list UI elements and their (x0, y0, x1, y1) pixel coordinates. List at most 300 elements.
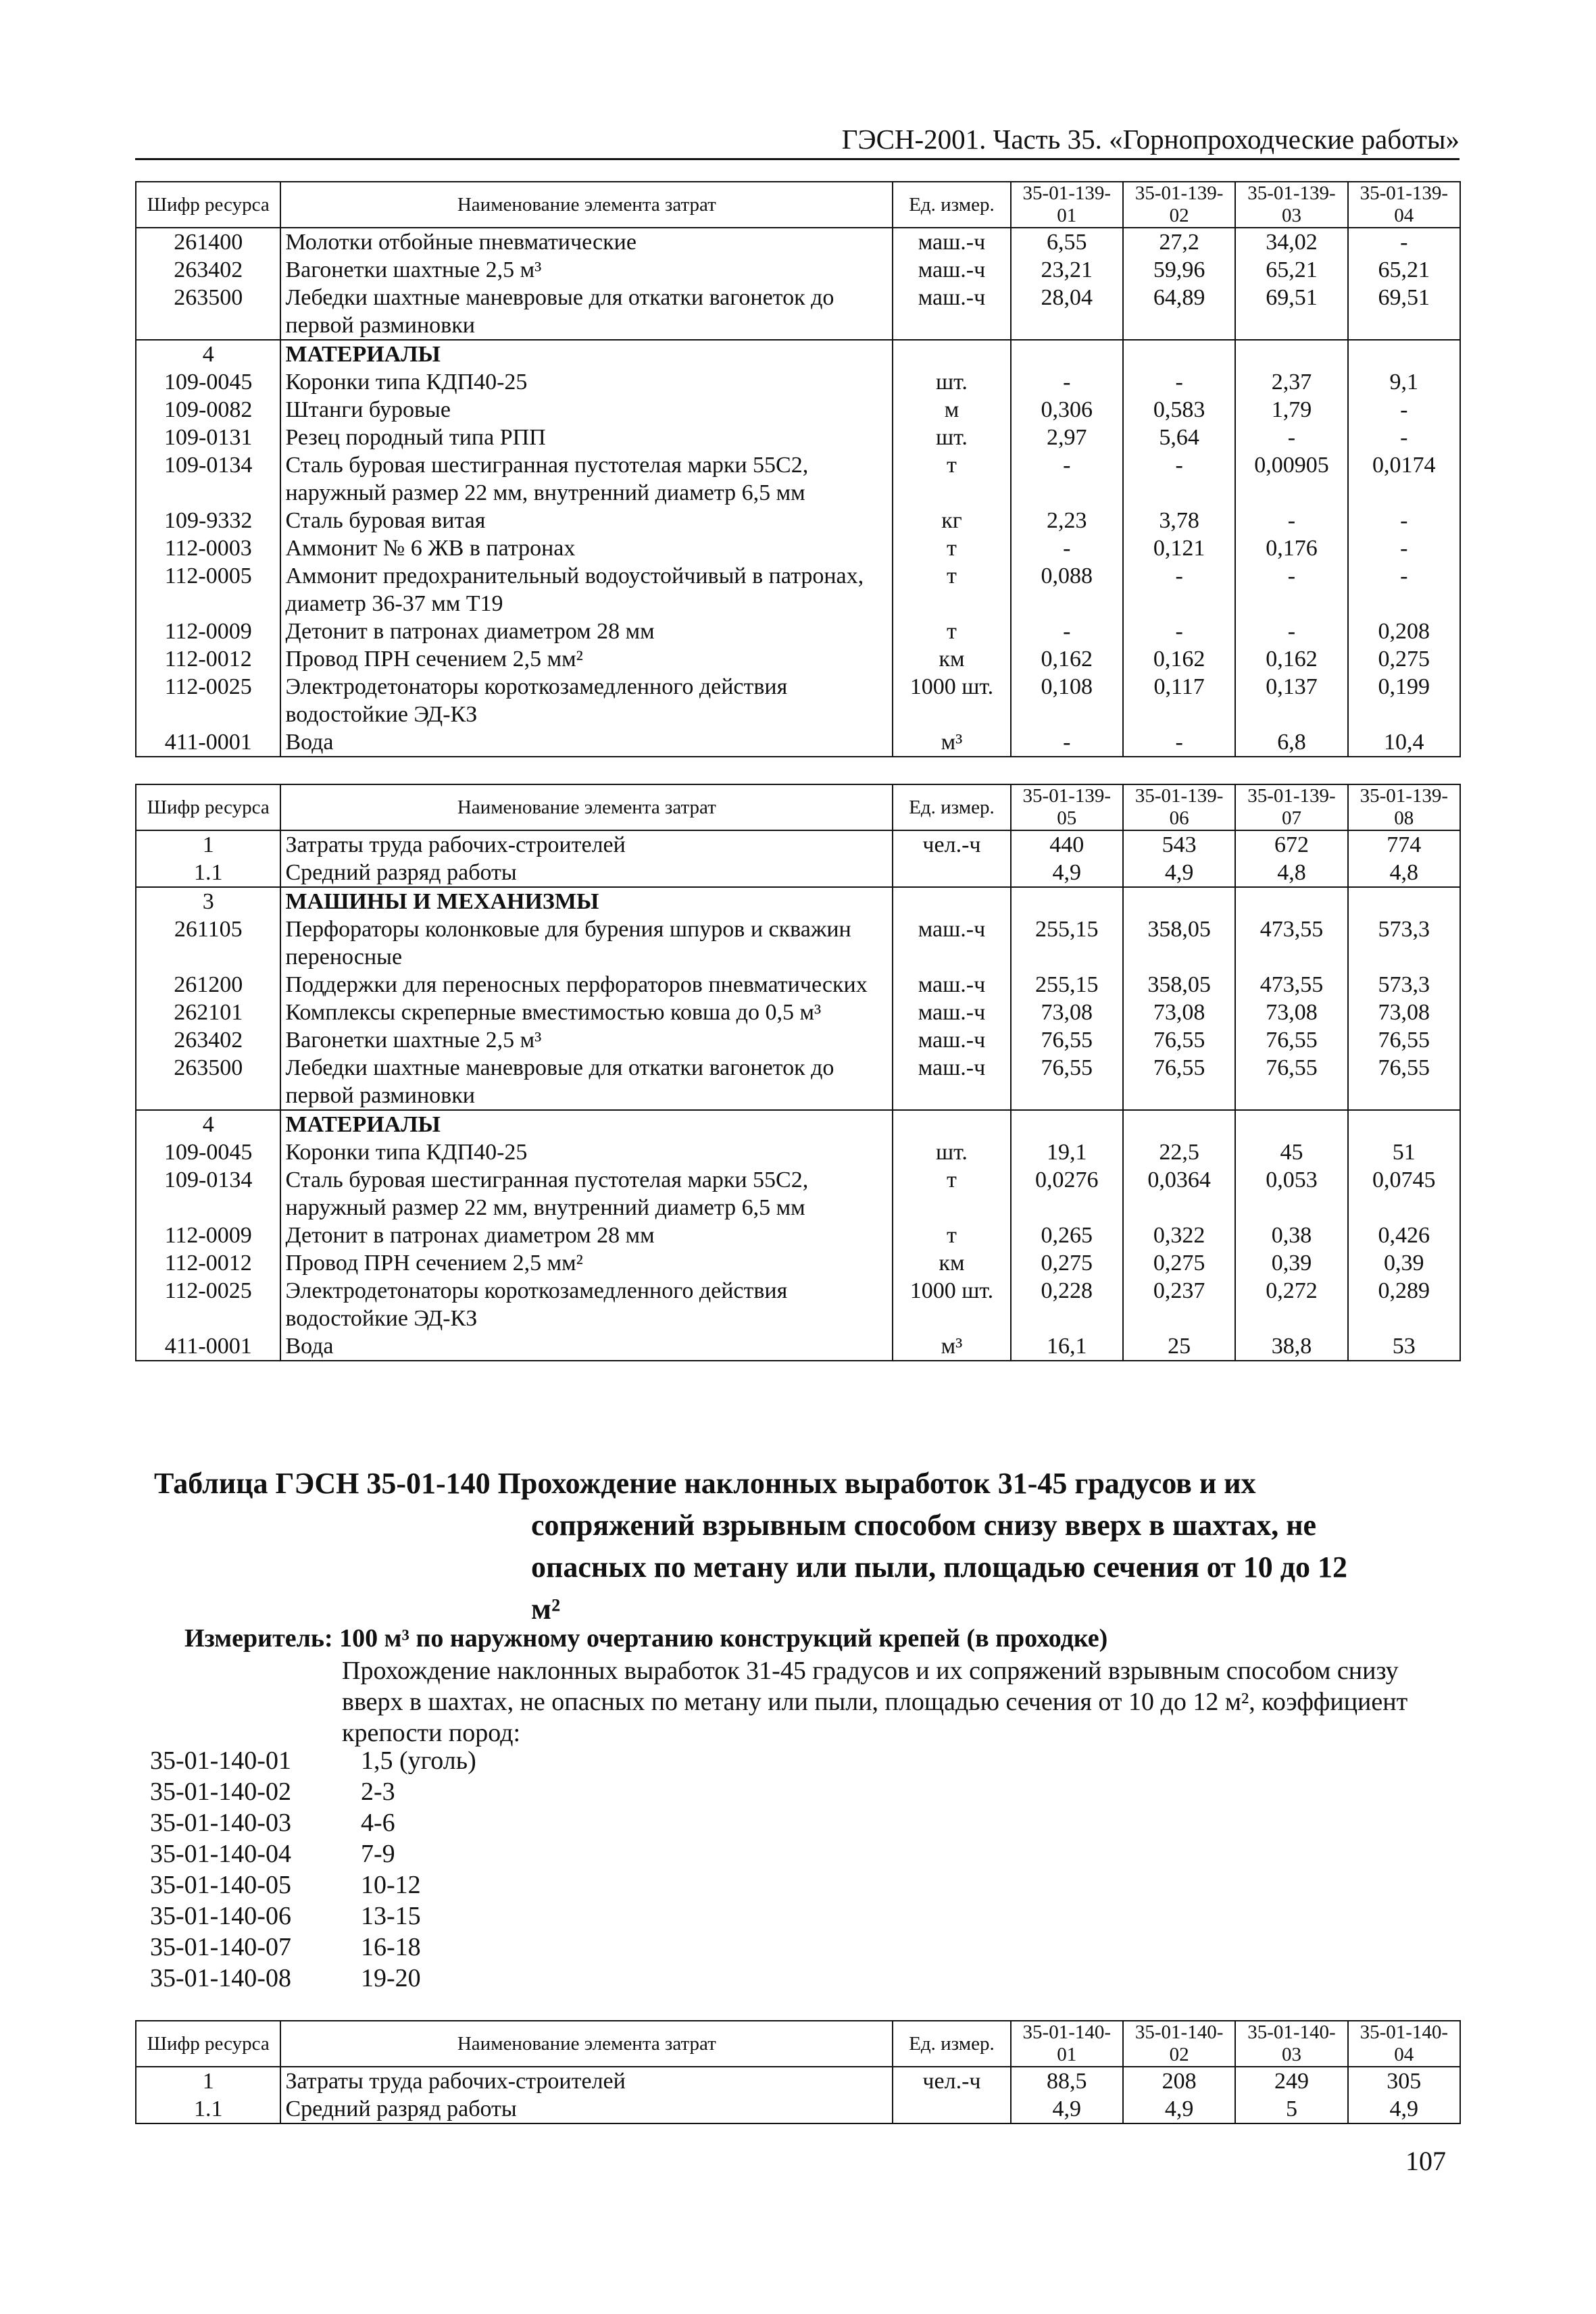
table-row (136, 562, 1460, 618)
cell-value: 4,9 (1011, 2095, 1123, 2123)
cell-value: 0,39 (1348, 1249, 1460, 1277)
cell-value: 22,5 (1123, 1138, 1235, 1166)
cell-name: Коронки типа КДП40-25 (280, 1138, 893, 1166)
cell-value: 255,15 (1011, 971, 1123, 999)
table-group-row (136, 887, 1460, 915)
cell-value: 38,8 (1235, 1332, 1347, 1361)
cell-value (1235, 340, 1347, 368)
cell-value: 88,5 (1011, 2067, 1123, 2095)
cell-value: 27,2 (1123, 228, 1235, 256)
cell-value: 0,322 (1123, 1222, 1235, 1249)
cell-name: Перфораторы колонковые для бурения шпуров и скважин переносные (280, 915, 893, 971)
cell-name: Провод ПРН сечением 2,5 мм² (280, 645, 893, 673)
cell-value (1235, 1110, 1347, 1138)
code-list-item (150, 1776, 476, 1807)
cell-value (1011, 1110, 1123, 1138)
cell-name: Молотки отбойные пневматические (280, 228, 893, 256)
cell-name: Электродетонаторы короткозамедленного действия водостойкие ЭД-КЗ (280, 673, 893, 728)
cell-value: 573,3 (1348, 915, 1460, 971)
cell-name: Затраты труда рабочих-строителей (280, 830, 893, 859)
cell-unit: т (893, 562, 1010, 618)
cell-unit: маш.-ч (893, 228, 1010, 256)
table-row (136, 1277, 1460, 1332)
cell-name: Аммонит № 6 ЖВ в патронах (280, 534, 893, 562)
cell-value: 73,08 (1123, 999, 1235, 1026)
cell-unit: маш.-ч (893, 915, 1010, 971)
col-code-header: Шифр ресурса (136, 2021, 280, 2067)
code-list-item (150, 1807, 476, 1838)
resource-table-139-01-04 (135, 181, 1461, 757)
cell-code: 109-0134 (136, 451, 280, 507)
table-row (136, 971, 1460, 999)
cell-code: 109-0131 (136, 424, 280, 451)
cell-value: - (1123, 728, 1235, 757)
cell-value: 0,00905 (1235, 451, 1347, 507)
table-row (136, 830, 1460, 859)
cell-unit (893, 859, 1010, 887)
code-list-value: 19-20 (361, 1964, 421, 1992)
cell-name: МАТЕРИАЛЫ (280, 1110, 893, 1138)
cell-code: 263402 (136, 256, 280, 284)
cell-value (1348, 340, 1460, 368)
table-title (154, 1463, 1438, 1630)
cell-value: 2,97 (1011, 424, 1123, 451)
cell-value: 305 (1348, 2067, 1460, 2095)
cell-value (1123, 887, 1235, 915)
col-code-header: Шифр ресурса (136, 182, 280, 228)
col-code-header: Шифр ресурса (136, 784, 280, 830)
cell-name: Вагонетки шахтные 2,5 м³ (280, 256, 893, 284)
cell-name: Штанги буровые (280, 396, 893, 424)
cell-value: 6,55 (1011, 228, 1123, 256)
col-code-1: 35-01-140-01 (1011, 2021, 1123, 2067)
cell-value: 0,426 (1348, 1222, 1460, 1249)
cell-value: - (1348, 534, 1460, 562)
cell-code: 109-0045 (136, 368, 280, 396)
cell-name: Вода (280, 1332, 893, 1361)
table-row (136, 1166, 1460, 1222)
code-list-item (150, 1932, 476, 1963)
cell-unit: шт. (893, 424, 1010, 451)
cell-value: 0,237 (1123, 1277, 1235, 1332)
table-row (136, 1249, 1460, 1277)
table-row (136, 451, 1460, 507)
cell-value: 16,1 (1011, 1332, 1123, 1361)
cell-code: 112-0012 (136, 645, 280, 673)
cell-unit: км (893, 645, 1010, 673)
work-description: Прохождение наклонных выработок 31-45 градусов и их сопряжений взрывным способом снизу вверх в шахтах, не опасных по метану или пыли, площадью сечения от 10 до 12 м², коэффициент крепости пород: (342, 1657, 1408, 1747)
cell-value: - (1011, 534, 1123, 562)
table-row (136, 534, 1460, 562)
cell-unit: маш.-ч (893, 256, 1010, 284)
cell-name: Электродетонаторы короткозамедленного действия водостойкие ЭД-КЗ (280, 1277, 893, 1332)
title-line-2: сопряжений взрывным способом снизу вверх в шахтах, не (531, 1509, 1317, 1542)
cell-value: 65,21 (1348, 256, 1460, 284)
code-list-code: 35-01-140-02 (150, 1778, 291, 1806)
code-list-value: 16-18 (361, 1933, 421, 1961)
running-header: ГЭСН-2001. Часть 35. «Горнопроходческие работы» (135, 120, 1460, 160)
cell-value: 73,08 (1348, 999, 1460, 1026)
cell-value: 69,51 (1235, 284, 1347, 340)
cell-unit: м³ (893, 728, 1010, 757)
cell-code: 112-0012 (136, 1249, 280, 1277)
cell-name: Коронки типа КДП40-25 (280, 368, 893, 396)
cell-value: - (1011, 618, 1123, 645)
cell-value: - (1348, 507, 1460, 534)
col-name-header: Наименование элемента затрат (280, 784, 893, 830)
cell-value: 5 (1235, 2095, 1347, 2123)
cell-value: 2,37 (1235, 368, 1347, 396)
col-unit-header: Ед. измер. (893, 182, 1010, 228)
cell-unit: шт. (893, 1138, 1010, 1166)
table-row (136, 368, 1460, 396)
cell-value: - (1235, 562, 1347, 618)
cell-code: 112-0025 (136, 1277, 280, 1332)
cell-code: 112-0005 (136, 562, 280, 618)
cell-value: 76,55 (1011, 1054, 1123, 1110)
cell-value: 2,23 (1011, 507, 1123, 534)
table-row (136, 507, 1460, 534)
cell-code: 263500 (136, 1054, 280, 1110)
code-list-code: 35-01-140-05 (150, 1871, 291, 1899)
cell-value: 0,053 (1235, 1166, 1347, 1222)
cell-code: 1.1 (136, 859, 280, 887)
cell-value: 76,55 (1235, 1054, 1347, 1110)
cell-value: 774 (1348, 830, 1460, 859)
cell-value: 10,4 (1348, 728, 1460, 757)
cell-name: Средний разряд работы (280, 859, 893, 887)
code-list-code: 35-01-140-08 (150, 1964, 291, 1992)
cell-code: 411-0001 (136, 1332, 280, 1361)
title-line-4: м² (531, 1592, 561, 1626)
col-code-2: 35-01-139-02 (1123, 182, 1235, 228)
cell-code: 4 (136, 340, 280, 368)
cell-value: 65,21 (1235, 256, 1347, 284)
table-row (136, 859, 1460, 887)
cell-value: 0,38 (1235, 1222, 1347, 1249)
cell-unit: маш.-ч (893, 971, 1010, 999)
cell-unit: т (893, 534, 1010, 562)
cell-value: 76,55 (1235, 1026, 1347, 1054)
cell-unit (893, 2095, 1010, 2123)
cell-value: 440 (1011, 830, 1123, 859)
col-code-2: 35-01-140-02 (1123, 2021, 1235, 2067)
cell-name: Комплексы скреперные вместимостью ковша до 0,5 м³ (280, 999, 893, 1026)
code-list-value: 10-12 (361, 1871, 421, 1899)
table-row (136, 999, 1460, 1026)
cell-unit (893, 1110, 1010, 1138)
table-row (136, 1332, 1460, 1361)
col-code-1: 35-01-139-01 (1011, 182, 1123, 228)
cell-value: 249 (1235, 2067, 1347, 2095)
cell-unit: т (893, 451, 1010, 507)
cell-unit: 1000 шт. (893, 673, 1010, 728)
cell-value: 4,9 (1123, 2095, 1235, 2123)
measure-unit: Измеритель: 100 м³ по наружному очертанию конструкций крепей (в проходке) (184, 1624, 1108, 1653)
col-code-3: 35-01-140-03 (1235, 2021, 1347, 2067)
code-list-value: 13-15 (361, 1902, 421, 1930)
cell-code: 109-0082 (136, 396, 280, 424)
cell-value: 358,05 (1123, 915, 1235, 971)
table-row (136, 728, 1460, 757)
table-row (136, 284, 1460, 340)
col-code-4: 35-01-140-04 (1348, 2021, 1460, 2067)
cell-code: 261105 (136, 915, 280, 971)
table-group-row (136, 340, 1460, 368)
cell-value: 3,78 (1123, 507, 1235, 534)
cell-name: Аммонит предохранительный водоустойчивый в патронах, диаметр 36-37 мм Т19 (280, 562, 893, 618)
cell-value: 0,289 (1348, 1277, 1460, 1332)
cell-value: 255,15 (1011, 915, 1123, 971)
col-code-4: 35-01-139-08 (1348, 784, 1460, 830)
cell-code: 263500 (136, 284, 280, 340)
code-list-value: 2-3 (361, 1778, 395, 1806)
cell-value: - (1011, 451, 1123, 507)
col-code-2: 35-01-139-06 (1123, 784, 1235, 830)
cell-code: 112-0009 (136, 618, 280, 645)
cell-value: 73,08 (1235, 999, 1347, 1026)
cell-value: - (1348, 228, 1460, 256)
cell-value: - (1348, 562, 1460, 618)
cell-value: 76,55 (1348, 1026, 1460, 1054)
table-row (136, 1222, 1460, 1249)
cell-value: 76,55 (1123, 1026, 1235, 1054)
cell-code: 261400 (136, 228, 280, 256)
table-row (136, 1138, 1460, 1166)
code-list-item (150, 1838, 476, 1869)
cell-unit: маш.-ч (893, 284, 1010, 340)
cell-value: 0,39 (1235, 1249, 1347, 1277)
cell-code: 263402 (136, 1026, 280, 1054)
page-number: 107 (1405, 2146, 1446, 2176)
cell-value: 0,117 (1123, 673, 1235, 728)
code-list-value: 4-6 (361, 1809, 395, 1837)
cell-value: 0,272 (1235, 1277, 1347, 1332)
cell-value: 69,51 (1348, 284, 1460, 340)
cell-value: - (1348, 424, 1460, 451)
code-list-item (150, 1963, 476, 1994)
cell-value: 0,162 (1011, 645, 1123, 673)
cell-unit: м³ (893, 1332, 1010, 1361)
cell-code: 411-0001 (136, 728, 280, 757)
code-list-code: 35-01-140-03 (150, 1809, 291, 1837)
cell-unit: км (893, 1249, 1010, 1277)
cell-value: 34,02 (1235, 228, 1347, 256)
cell-name: МАШИНЫ И МЕХАНИЗМЫ (280, 887, 893, 915)
cell-value: 0,275 (1348, 645, 1460, 673)
cell-value: 59,96 (1123, 256, 1235, 284)
cell-name: Сталь буровая шестигранная пустотелая марки 55С2, наружный размер 22 мм, внутренний диаметр 6,5 мм (280, 1166, 893, 1222)
cell-unit: 1000 шт. (893, 1277, 1010, 1332)
cell-unit: м (893, 396, 1010, 424)
cell-value: 0,088 (1011, 562, 1123, 618)
cell-name: Детонит в патронах диаметром 28 мм (280, 1222, 893, 1249)
cell-unit: кг (893, 507, 1010, 534)
cell-value: 64,89 (1123, 284, 1235, 340)
cell-value: - (1011, 368, 1123, 396)
cell-value: 4,9 (1011, 859, 1123, 887)
cell-name: МАТЕРИАЛЫ (280, 340, 893, 368)
cell-value: 0,162 (1123, 645, 1235, 673)
cell-name: Детонит в патронах диаметром 28 мм (280, 618, 893, 645)
cell-unit: маш.-ч (893, 999, 1010, 1026)
cell-value: 9,1 (1348, 368, 1460, 396)
cell-name: Провод ПРН сечением 2,5 мм² (280, 1249, 893, 1277)
table-group-row (136, 1110, 1460, 1138)
cell-unit: т (893, 1222, 1010, 1249)
cell-name: Средний разряд работы (280, 2095, 893, 2123)
cell-value: 6,8 (1235, 728, 1347, 757)
col-code-4: 35-01-139-04 (1348, 182, 1460, 228)
cell-value (1235, 887, 1347, 915)
cell-value: 76,55 (1348, 1054, 1460, 1110)
cell-code: 261200 (136, 971, 280, 999)
table-row (136, 256, 1460, 284)
cell-value: - (1123, 618, 1235, 645)
cell-value: 0,108 (1011, 673, 1123, 728)
cell-value: 76,55 (1123, 1054, 1235, 1110)
table-row (136, 1054, 1460, 1110)
cell-name: Вагонетки шахтные 2,5 м³ (280, 1026, 893, 1054)
title-line-1: Таблица ГЭСН 35-01-140 Прохождение наклонных выработок 31-45 градусов и их (154, 1467, 1256, 1500)
cell-name: Сталь буровая витая (280, 507, 893, 534)
cell-code: 109-9332 (136, 507, 280, 534)
cell-unit: т (893, 618, 1010, 645)
cell-value: 76,55 (1011, 1026, 1123, 1054)
cell-code: 4 (136, 1110, 280, 1138)
cell-value (1348, 887, 1460, 915)
col-name-header: Наименование элемента затрат (280, 2021, 893, 2067)
cell-value: 0,265 (1011, 1222, 1123, 1249)
cell-value: - (1123, 368, 1235, 396)
code-list-value: 1,5 (уголь) (361, 1746, 476, 1775)
code-list-value: 7-9 (361, 1840, 395, 1868)
code-list-item (150, 1869, 476, 1901)
cell-value: 0,199 (1348, 673, 1460, 728)
cell-name: Поддержки для переносных перфораторов пневматических (280, 971, 893, 999)
table-row (136, 228, 1460, 256)
cell-unit: маш.-ч (893, 1026, 1010, 1054)
cell-value: 672 (1235, 830, 1347, 859)
cell-value: - (1348, 396, 1460, 424)
cell-unit: чел.-ч (893, 2067, 1010, 2095)
cell-value: 0,176 (1235, 534, 1347, 562)
cell-value (1123, 1110, 1235, 1138)
cell-value: 0,275 (1011, 1249, 1123, 1277)
cell-value: 5,64 (1123, 424, 1235, 451)
cell-name: Лебедки шахтные маневровые для откатки вагонеток до первой разминовки (280, 284, 893, 340)
cell-code: 1 (136, 830, 280, 859)
cell-value: - (1235, 618, 1347, 645)
cell-unit (893, 887, 1010, 915)
cell-value: 473,55 (1235, 971, 1347, 999)
cell-name: Лебедки шахтные маневровые для откатки вагонеток до первой разминовки (280, 1054, 893, 1110)
cell-name: Резец породный типа РПП (280, 424, 893, 451)
cell-name: Вода (280, 728, 893, 757)
cell-value: 73,08 (1011, 999, 1123, 1026)
cell-value: 0,0745 (1348, 1166, 1460, 1222)
cell-unit: чел.-ч (893, 830, 1010, 859)
cell-value: - (1123, 562, 1235, 618)
cell-value (1011, 340, 1123, 368)
cell-value (1123, 340, 1235, 368)
code-list-code: 35-01-140-06 (150, 1902, 291, 1930)
table-row (136, 1026, 1460, 1054)
cell-value: 358,05 (1123, 971, 1235, 999)
table-row (136, 645, 1460, 673)
cell-value: 0,0174 (1348, 451, 1460, 507)
cell-unit: шт. (893, 368, 1010, 396)
cell-value: 45 (1235, 1138, 1347, 1166)
cell-code: 112-0003 (136, 534, 280, 562)
cell-value (1011, 887, 1123, 915)
cell-code: 1 (136, 2067, 280, 2095)
cell-value: - (1235, 507, 1347, 534)
cell-unit: т (893, 1166, 1010, 1222)
cell-value: 1,79 (1235, 396, 1347, 424)
cell-value: 23,21 (1011, 256, 1123, 284)
col-unit-header: Ед. измер. (893, 2021, 1010, 2067)
cell-value: 473,55 (1235, 915, 1347, 971)
cell-value: 0,306 (1011, 396, 1123, 424)
cell-value: 4,9 (1123, 859, 1235, 887)
cell-unit (893, 340, 1010, 368)
cell-value: 53 (1348, 1332, 1460, 1361)
cell-code: 1.1 (136, 2095, 280, 2123)
code-list (150, 1745, 476, 1994)
col-unit-header: Ед. измер. (893, 784, 1010, 830)
cell-value: 0,0364 (1123, 1166, 1235, 1222)
col-code-3: 35-01-139-03 (1235, 182, 1347, 228)
cell-value: 51 (1348, 1138, 1460, 1166)
cell-value: - (1011, 728, 1123, 757)
col-name-header: Наименование элемента затрат (280, 182, 893, 228)
cell-value: 0,208 (1348, 618, 1460, 645)
cell-value: 0,137 (1235, 673, 1347, 728)
cell-value: 0,162 (1235, 645, 1347, 673)
cell-value: 25 (1123, 1332, 1235, 1361)
table-row (136, 396, 1460, 424)
cell-value: 19,1 (1011, 1138, 1123, 1166)
cell-value: - (1235, 424, 1347, 451)
cell-value: 4,8 (1348, 859, 1460, 887)
table-row (136, 2067, 1460, 2095)
cell-value: 28,04 (1011, 284, 1123, 340)
cell-value (1348, 1110, 1460, 1138)
cell-value: 573,3 (1348, 971, 1460, 999)
cell-value: 0,228 (1011, 1277, 1123, 1332)
cell-value: 0,275 (1123, 1249, 1235, 1277)
table-row (136, 915, 1460, 971)
cell-code: 3 (136, 887, 280, 915)
resource-table-139-05-08 (135, 784, 1461, 1361)
cell-value: 543 (1123, 830, 1235, 859)
code-list-code: 35-01-140-04 (150, 1840, 291, 1868)
cell-name: Сталь буровая шестигранная пустотелая марки 55С2, наружный размер 22 мм, внутренний диаметр 6,5 мм (280, 451, 893, 507)
table-row (136, 618, 1460, 645)
cell-code: 109-0134 (136, 1166, 280, 1222)
cell-value: 0,583 (1123, 396, 1235, 424)
cell-code: 262101 (136, 999, 280, 1026)
cell-name: Затраты труда рабочих-строителей (280, 2067, 893, 2095)
code-list-item (150, 1745, 476, 1776)
cell-value: 4,8 (1235, 859, 1347, 887)
cell-unit: маш.-ч (893, 1054, 1010, 1110)
code-list-item (150, 1901, 476, 1932)
table-row (136, 424, 1460, 451)
cell-code: 112-0009 (136, 1222, 280, 1249)
cell-value: 0,121 (1123, 534, 1235, 562)
